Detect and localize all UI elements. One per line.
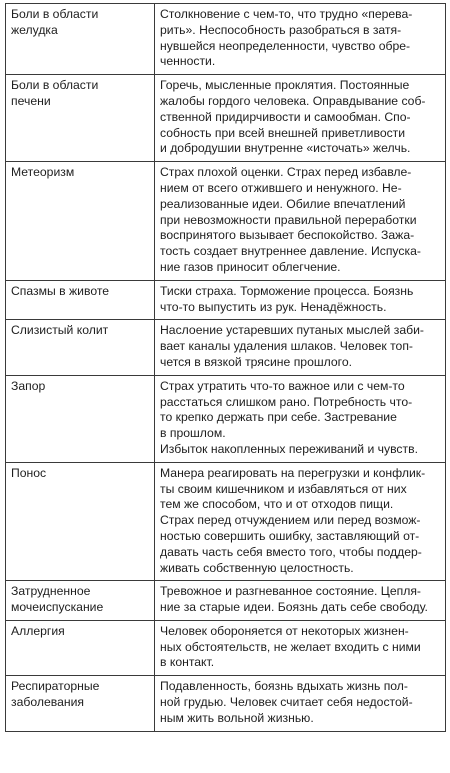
description-text-line: расстаться слишком рано. Потребность что-: [160, 394, 413, 409]
table-row: [6, 320, 446, 375]
description-text-line: то крепко держать при себе. Застревание: [160, 410, 397, 425]
description-text-line: ние газов приносит облегчение.: [160, 259, 341, 274]
table-row: [6, 162, 446, 281]
description-text-line: и добродушии внутренне «источать» желчь.: [160, 141, 411, 156]
description-text-line: Наслоение устаревших путаных мыслей заби-: [160, 323, 424, 338]
description-text-line: Тревожное и разгневанное состояние. Цепля-: [160, 584, 421, 599]
table-row: [6, 4, 446, 75]
condition-text-line: мочеиспускание: [11, 600, 104, 615]
condition-text-line: Метеоризм: [11, 165, 75, 180]
description-cell: [155, 462, 446, 581]
condition-cell: [6, 4, 155, 75]
condition-text-line: заболевания: [11, 695, 84, 710]
description-text-line: в прошлом.: [160, 426, 226, 441]
description-cell: [155, 4, 446, 75]
condition-text-line: желудка: [11, 22, 58, 37]
description-text-line: вает каналы удаления шлаков. Человек топ-: [160, 339, 413, 354]
description-text-line: ты своим кишечником и избавляться от них: [160, 481, 407, 496]
description-text-line: ченности.: [160, 54, 216, 69]
table-row: [6, 581, 446, 621]
description-cell: [155, 75, 446, 162]
description-text-line: рить». Неспособность разобраться в затя-: [160, 22, 402, 37]
condition-cell: [6, 676, 155, 731]
condition-text-line: Затрудненное: [11, 584, 91, 599]
condition-text-line: печени: [11, 93, 51, 108]
description-text-line: нием от всего отжившего и ненужного. Не-: [160, 180, 402, 195]
description-text-line: тем же способом, что и от отходов пищи.: [160, 497, 394, 512]
description-text-line: что-то выпустить из рук. Ненадёжность.: [160, 299, 387, 314]
description-text-line: Страх перед отчуждением или перед возмож-: [160, 513, 421, 528]
condition-text-line: Респираторные: [11, 679, 100, 694]
description-cell: [155, 280, 446, 320]
table-row: [6, 462, 446, 581]
description-cell: [155, 581, 446, 621]
condition-cell: [6, 75, 155, 162]
description-cell: [155, 620, 446, 675]
description-text-line: Избыток накопленных переживаний и чувств.: [160, 441, 418, 456]
table-row: [6, 375, 446, 462]
description-text-line: давать часть себя вместо того, чтобы поддер-: [160, 544, 422, 559]
description-text-line: Страх утратить что-то важное или с чем-то: [160, 378, 405, 393]
description-text-line: в контакт.: [160, 655, 215, 670]
table-row: [6, 75, 446, 162]
description-text-line: ным жить вольной жизнью.: [160, 710, 314, 725]
description-text-line: ной грудью. Человек считает себя недостой-: [160, 695, 413, 710]
condition-cell: [6, 280, 155, 320]
description-text-line: при невозможности правильной переработки: [160, 212, 417, 227]
description-text-line: жалобы гордого человека. Оправдывание соб-: [160, 93, 426, 108]
table-body: [6, 4, 446, 732]
description-text-line: чется в вязкой трясине прошлого.: [160, 354, 352, 369]
description-text-line: живать собственную целостность.: [160, 560, 354, 575]
description-text-line: Страх плохой оценки. Страх перед избавле-: [160, 165, 412, 180]
description-text-line: ных обстоятельств, не желает входить с ними: [160, 639, 421, 654]
condition-text-line: Запор: [11, 378, 46, 393]
table-row: [6, 280, 446, 320]
description-cell: [155, 375, 446, 462]
description-text-line: Тиски страха. Торможение процесса. Боязнь: [160, 283, 414, 298]
description-text-line: Горечь, мысленные проклятия. Постоянные: [160, 78, 410, 93]
condition-text-line: Боли в области: [11, 7, 99, 21]
description-text-line: ностью совершить ошибку, заставляющий от-: [160, 528, 420, 543]
description-text-line: собность при всей внешней приветливости: [160, 125, 406, 140]
description-text-line: воспринятого вызывает беспокойство. Зажа-: [160, 228, 415, 243]
description-text-line: ние за старые идеи. Боязнь дать себе свободу.: [160, 600, 428, 615]
condition-cell: [6, 462, 155, 581]
description-text-line: Столкновение с чем-то, что трудно «перева-: [160, 7, 413, 21]
condition-text-line: Аллергия: [11, 623, 65, 638]
description-text-line: Подавленность, боязнь вдыхать жизнь пол-: [160, 679, 408, 694]
symptoms-table: [5, 3, 446, 732]
condition-cell: [6, 620, 155, 675]
condition-text-line: Боли в области: [11, 78, 99, 93]
description-text-line: Манера реагировать на перегрузки и конфлик-: [160, 465, 426, 480]
description-cell: [155, 676, 446, 731]
condition-cell: [6, 162, 155, 281]
condition-text-line: Слизистый колит: [11, 323, 109, 338]
description-text-line: тость создает внутреннее давление. Испуска-: [160, 244, 421, 259]
description-text-line: реализованные идеи. Обилие впечатлений: [160, 196, 406, 211]
description-cell: [155, 320, 446, 375]
condition-text-line: Спазмы в животе: [11, 283, 110, 298]
condition-cell: [6, 581, 155, 621]
description-cell: [155, 162, 446, 281]
description-text-line: ственной придирчивости и самообман. Спо-: [160, 109, 411, 124]
description-text-line: Человек обороняется от некоторых жизнен-: [160, 623, 409, 638]
condition-text-line: Понос: [11, 465, 47, 480]
description-text-line: нувшейся неопределенности, чувство обре-: [160, 38, 411, 53]
condition-cell: [6, 320, 155, 375]
table-row: [6, 676, 446, 731]
condition-cell: [6, 375, 155, 462]
table-row: [6, 620, 446, 675]
